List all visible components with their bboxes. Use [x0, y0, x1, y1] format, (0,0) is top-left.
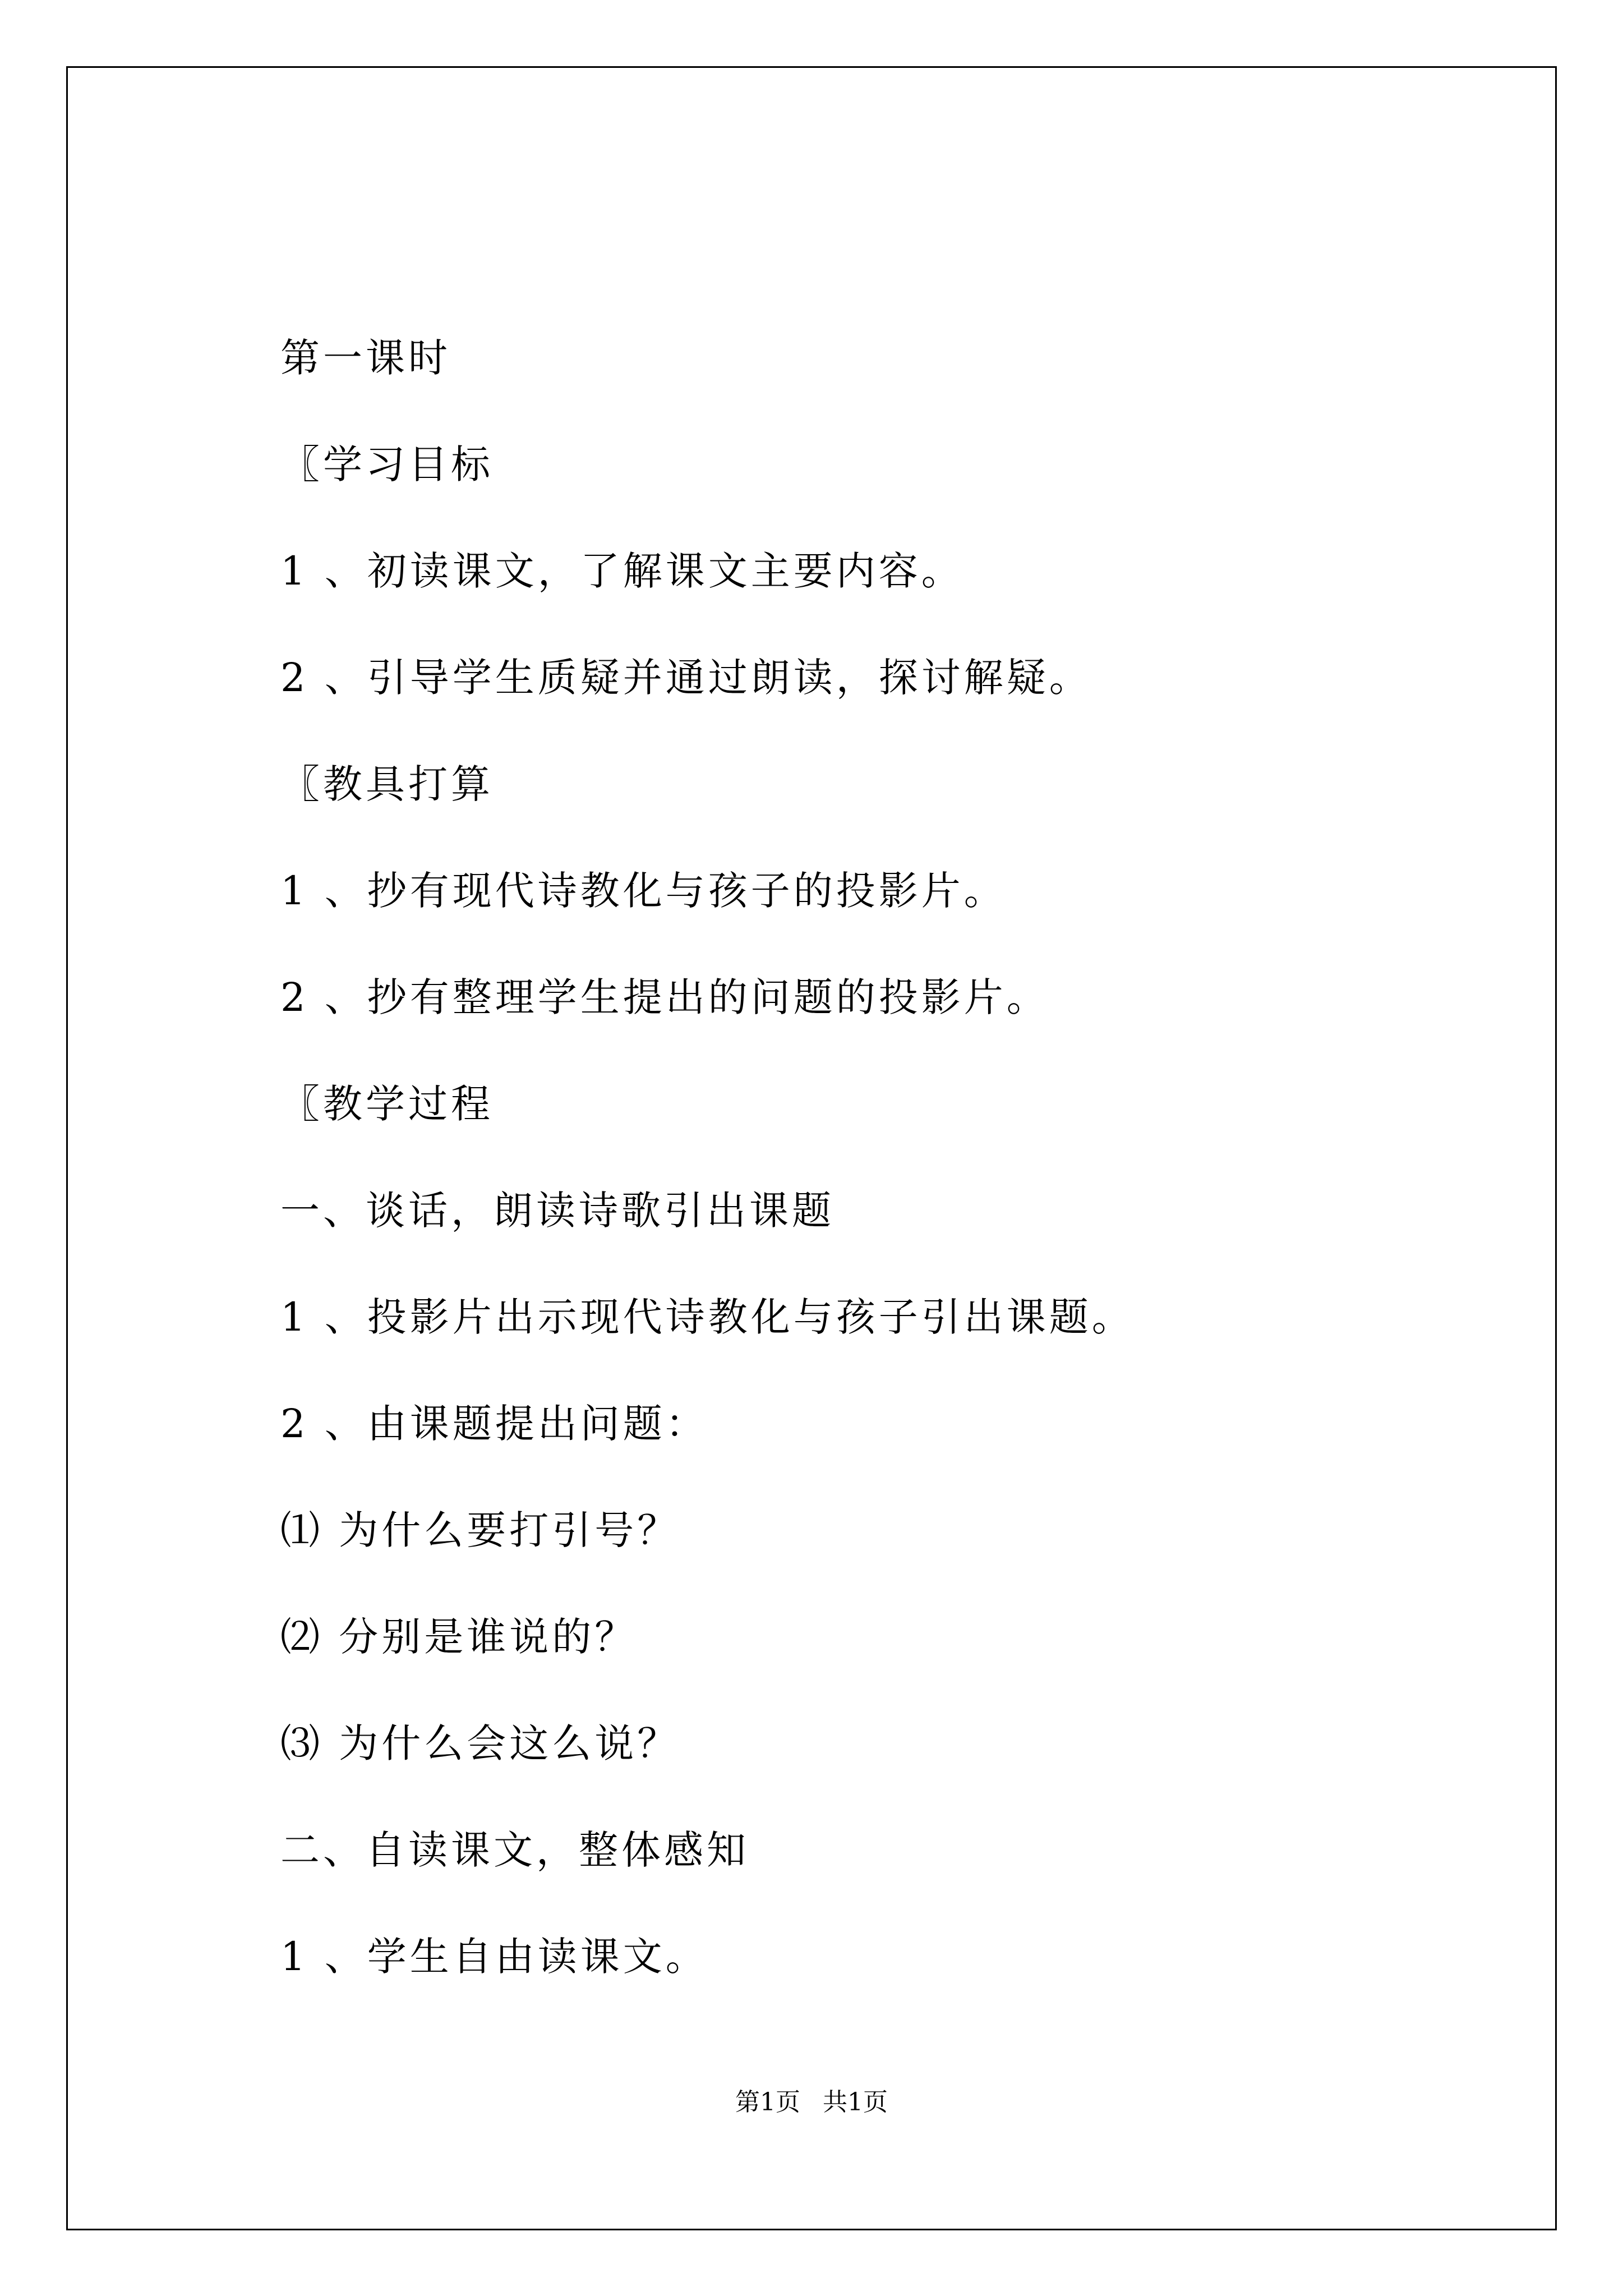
- process-item: 1 、投影片出示现代诗教化与孩子引出课题。: [280, 1294, 1135, 1340]
- page-number-current: 第1页: [735, 2088, 800, 2116]
- document-body: [280, 324, 1458, 2030]
- question-item: ⑴ 为什么要打引号？: [280, 1507, 680, 1553]
- page-footer: [0, 2086, 1623, 2119]
- objective-item: 1 、初读课文，了解课文主要内容。: [280, 548, 964, 594]
- process-item: 1 、学生自由读课文。: [280, 1934, 708, 1980]
- section-heading-materials: 〖教具打算: [280, 761, 494, 807]
- section-heading-objectives: 〖学习目标: [280, 441, 494, 487]
- question-item: ⑶ 为什么会这么说？: [280, 1720, 680, 1766]
- page-number-total: 共1页: [823, 2088, 888, 2116]
- process-step-heading: 二、自读课文，整体感知: [280, 1827, 749, 1873]
- section-heading-process: 〖教学过程: [280, 1081, 494, 1127]
- material-item: 1 、抄有现代诗教化与孩子的投影片。: [280, 868, 1007, 914]
- process-step-heading: 一、谈话，朗读诗歌引出课题: [280, 1188, 834, 1234]
- question-item: ⑵ 分别是谁说的？: [280, 1614, 638, 1660]
- objective-item: 2 、引导学生质疑并通过朗读，探讨解疑。: [280, 655, 1092, 701]
- lesson-heading: 第一课时: [280, 335, 451, 381]
- material-item: 2 、抄有整理学生提出的问题的投影片。: [280, 974, 1049, 1020]
- process-item: 2 、由课题提出问题：: [280, 1401, 708, 1447]
